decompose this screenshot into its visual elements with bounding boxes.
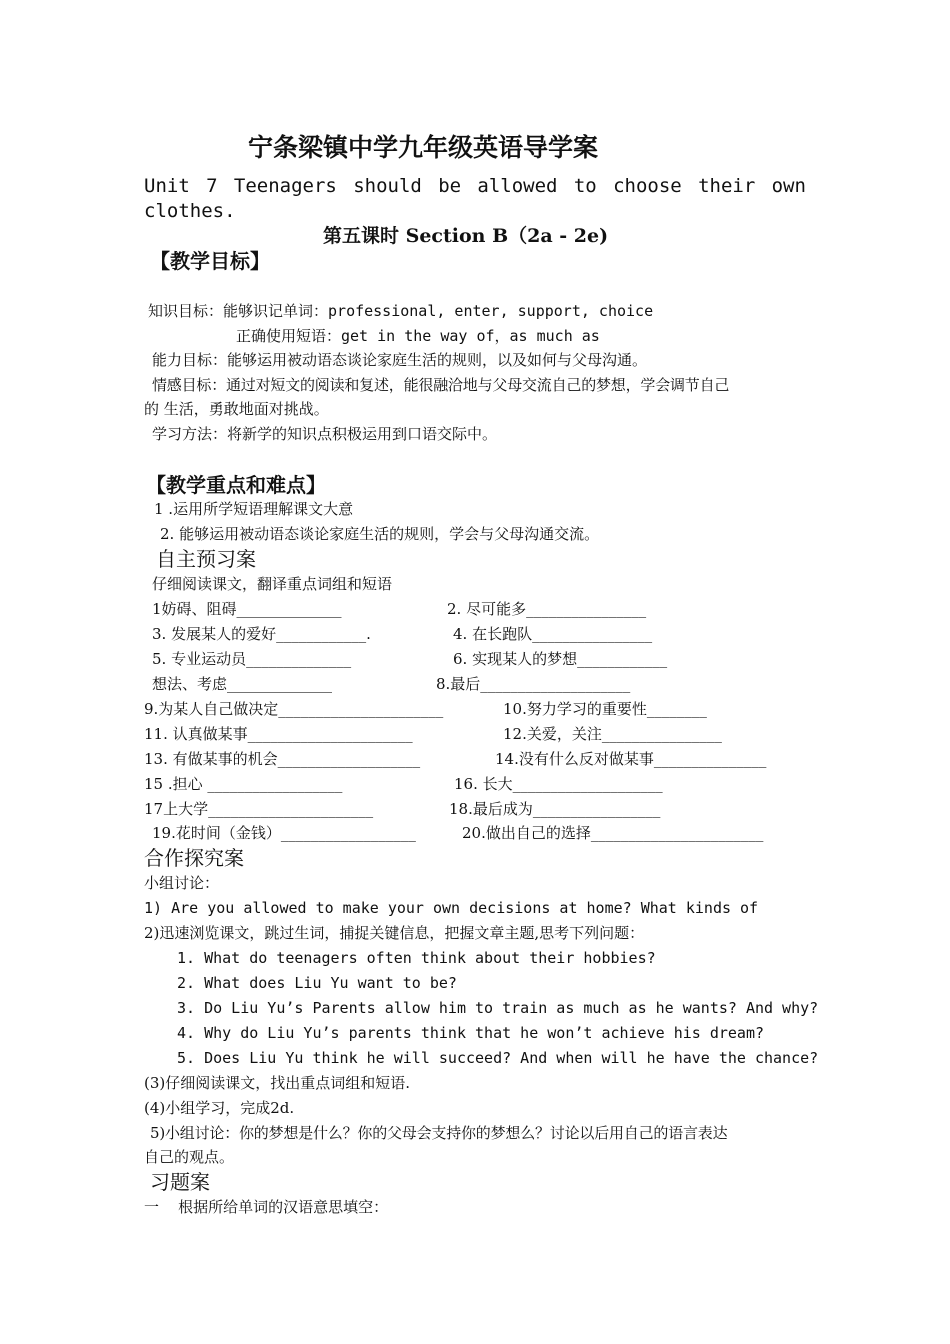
preview-item: 想法、考虑______________ xyxy=(152,675,333,693)
preview-item: 2. 尽可能多________________ xyxy=(447,600,647,618)
key-points-heading: 【教学重点和难点】 xyxy=(146,473,326,497)
key-point-2: 2. 能够运用被动语态谈论家庭生活的规则，学会与父母沟通交流。 xyxy=(160,525,600,543)
preview-item: 18.最后成为_________________ xyxy=(449,800,661,818)
unit-word: own xyxy=(771,175,806,197)
preview-item: 17上大学______________________ xyxy=(144,800,374,818)
page-title: 宁条梁镇中学九年级英语导学案 xyxy=(248,133,599,162)
learning-method: 学习方法：将新学的知识点积极运用到口语交际中。 xyxy=(152,425,498,443)
preview-item: 19.花时间（金钱）__________________ xyxy=(152,824,416,842)
preview-item: 13. 有做某事的机会___________________ xyxy=(144,750,421,768)
preview-item: 6. 实现某人的梦想____________ xyxy=(453,650,668,668)
unit-word: Teenagers xyxy=(233,175,337,197)
preview-item: 8.最后____________________ xyxy=(436,675,631,693)
reading-question: 2. What does Liu Yu want to be? xyxy=(177,974,457,992)
objectives-heading: 【教学目标】 xyxy=(150,249,270,273)
preview-item: 15 .担心 __________________ xyxy=(144,775,343,793)
preview-item: 9.为某人自己做决定______________________ xyxy=(144,700,444,718)
unit-word: allowed xyxy=(477,175,558,197)
reading-question: 3. Do Liu Yu’s Parents allow him to train as much as he wants? And why? xyxy=(177,999,819,1017)
preview-item: 1妨碍、阻碍______________ xyxy=(152,600,342,618)
preview-item: 5. 专业运动员______________ xyxy=(152,650,352,668)
preview-heading: 自主预习案 xyxy=(156,547,256,571)
discussion-question-2: 2)迅速浏览课文，跳过生词，捕捉关键信息，把握文章主题,思考下列问题： xyxy=(144,924,645,942)
unit-title-line-1 xyxy=(144,175,806,198)
reading-question: 5. Does Liu Yu think he will succeed? And when will he have the chance? xyxy=(177,1049,819,1067)
discussion-question-1: 1) Are you allowed to make your own decisions at home? What kinds of xyxy=(144,899,759,917)
discussion-question-4: (4)小组学习，完成2d. xyxy=(144,1099,295,1117)
discussion-question-3: (3)仔细阅读课文，找出重点词组和短语. xyxy=(144,1074,411,1092)
unit-title-line-2: clothes. xyxy=(144,200,236,222)
preview-item: 20.做出自己的选择_______________________ xyxy=(462,824,764,842)
phrase-objective: 正确使用短语：get in the way of，as much as xyxy=(236,327,600,345)
ability-objective: 能力目标：能够运用被动语态谈论家庭生活的规则，以及如何与父母沟通。 xyxy=(152,351,648,369)
reading-question: 1. What do teenagers often think about their hobbies? xyxy=(177,949,656,967)
unit-word: be xyxy=(438,175,462,197)
unit-word: should xyxy=(353,175,422,197)
reading-question: 4. Why do Liu Yu’s parents think that he won’t achieve his dream? xyxy=(177,1024,764,1042)
emotion-objective: 情感目标：通过对短文的阅读和复述，能很融洽地与父母交流自己的梦想，学会调节自己 xyxy=(152,376,730,394)
unit-word: choose xyxy=(613,175,682,197)
preview-item: 10.努力学习的重要性________ xyxy=(503,700,707,718)
group-discussion-label: 小组讨论： xyxy=(144,874,220,892)
preview-item: 3. 发展某人的爱好____________. xyxy=(152,625,371,643)
preview-instruction: 仔细阅读课文，翻译重点词组和短语 xyxy=(152,575,393,593)
exercise-1-instruction: 一 根据所给单词的汉语意思填空： xyxy=(144,1198,389,1216)
preview-item: 16. 长大____________________ xyxy=(454,775,663,793)
lesson-subtitle: 第五课时 Section B（2a - 2e) xyxy=(323,225,609,247)
key-point-1: 1 .运用所学短语理解课文大意 xyxy=(154,500,354,518)
cooperation-heading: 合作探究案 xyxy=(144,846,244,870)
unit-word: their xyxy=(698,175,756,197)
emotion-objective-cont: 的 生活，勇敢地面对挑战。 xyxy=(144,400,329,418)
unit-word: to xyxy=(573,175,597,197)
exercises-heading: 习题案 xyxy=(150,1170,210,1194)
preview-item: 14.没有什么反对做某事_______________ xyxy=(495,750,767,768)
preview-item: 11. 认真做某事______________________ xyxy=(144,725,413,743)
discussion-question-5: 5)小组讨论：你的梦想是什么？你的父母会支持你的梦想么？讨论以后用自己的语言表达 xyxy=(150,1124,728,1142)
preview-item: 12.关爱，关注________________ xyxy=(503,725,722,743)
unit-word: Unit xyxy=(144,175,190,197)
knowledge-objective: 知识目标：能够识记单词：professional, enter, support, choice xyxy=(148,302,654,320)
preview-item: 4. 在长跑队________________ xyxy=(453,625,653,643)
discussion-question-5-cont: 自己的观点。 xyxy=(144,1148,235,1166)
unit-word: 7 xyxy=(206,175,218,197)
